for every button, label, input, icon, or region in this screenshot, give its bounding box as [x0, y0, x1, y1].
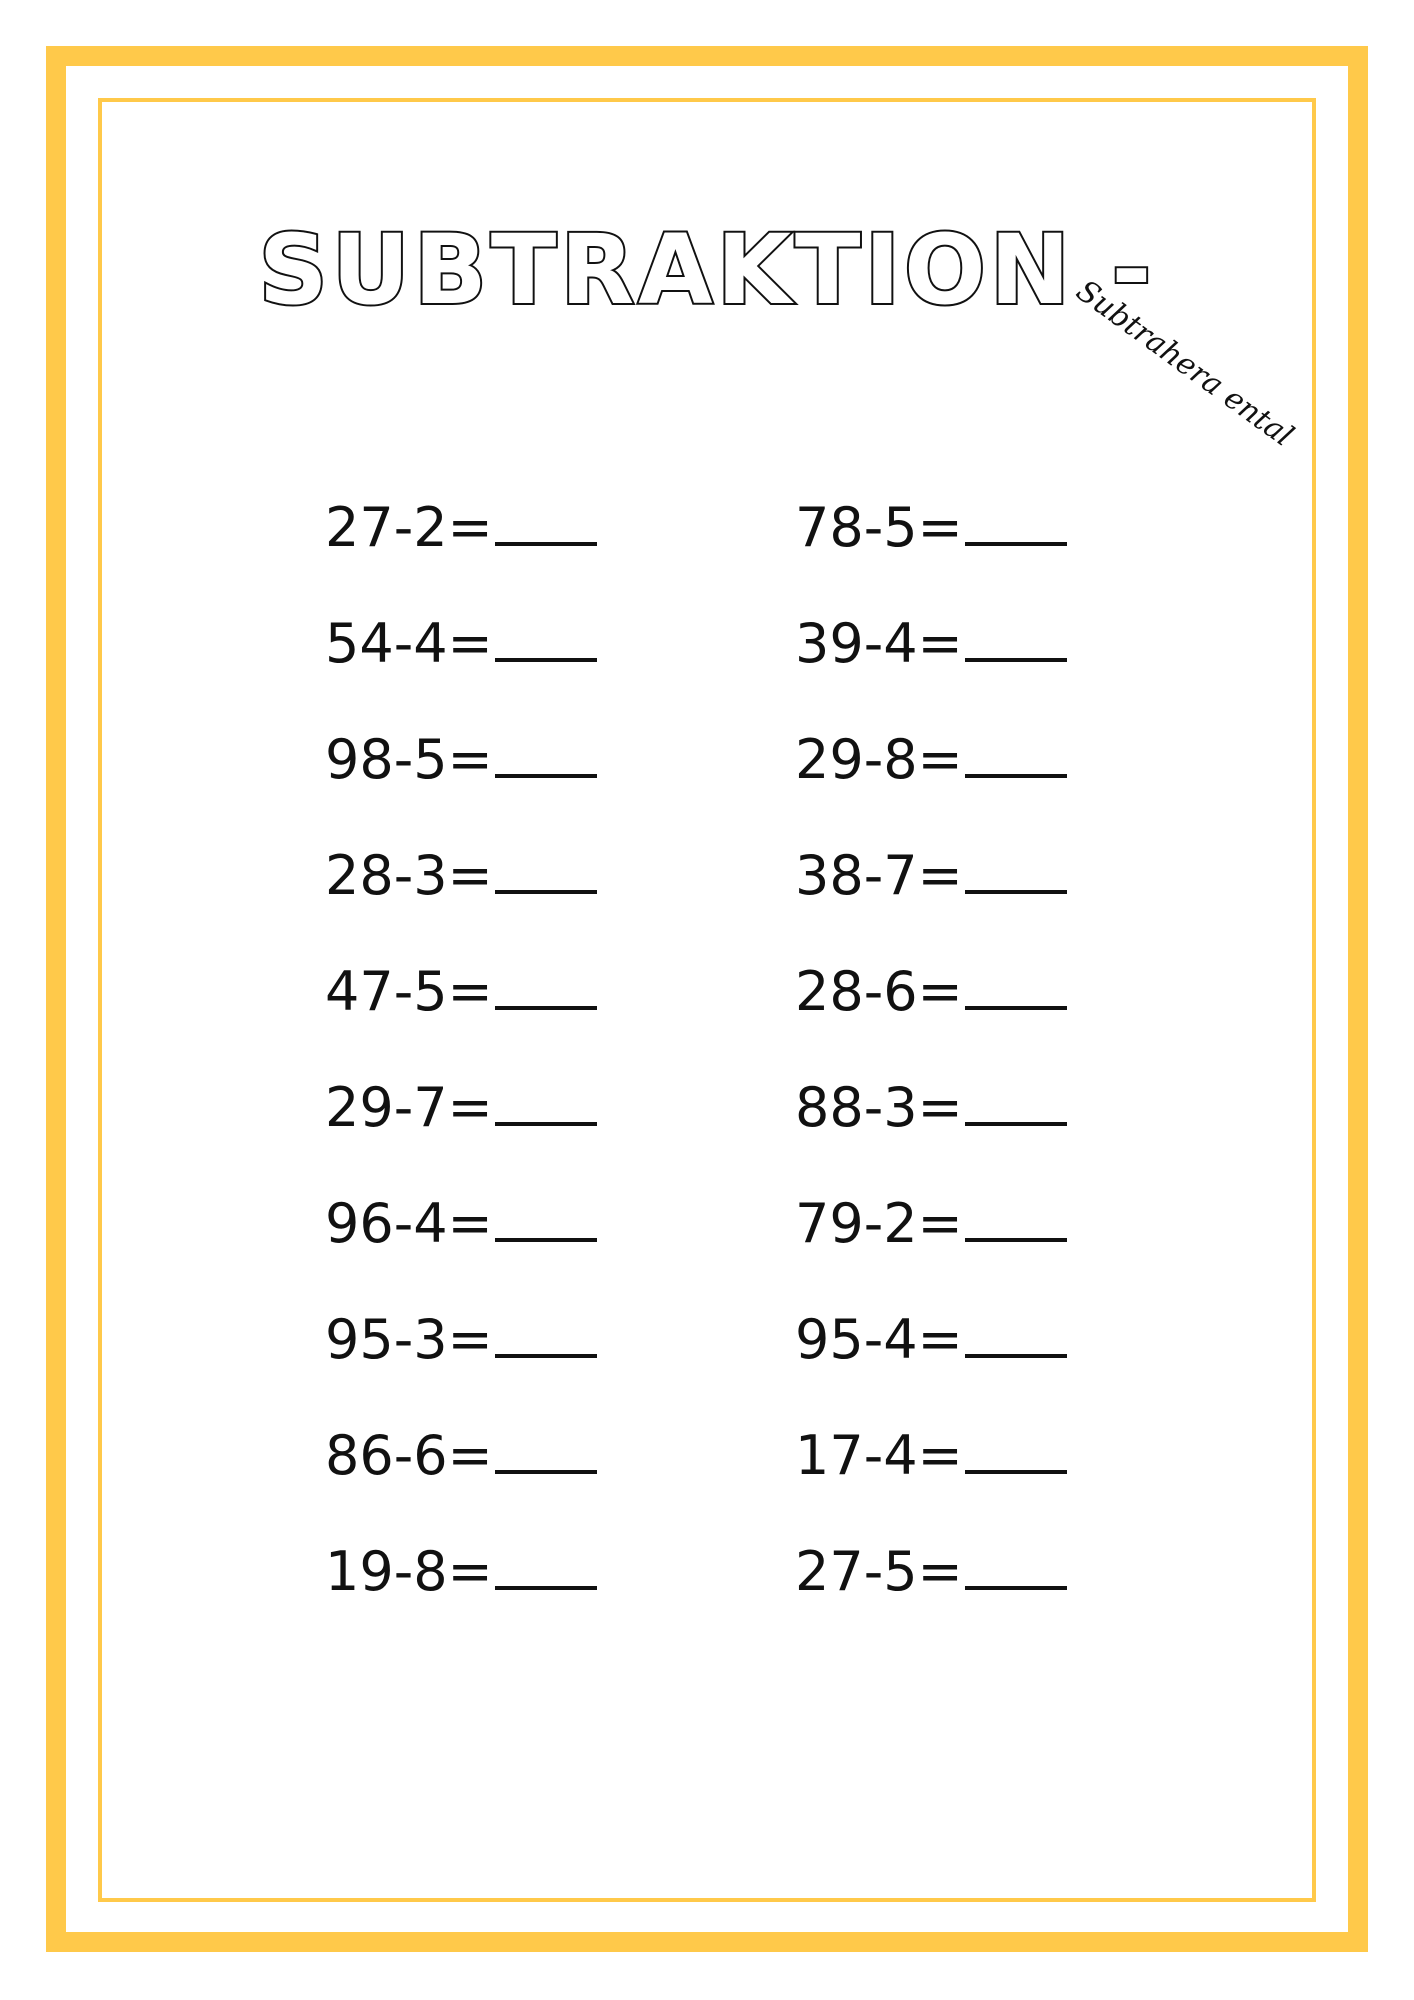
problem-expression: 78-5=	[795, 496, 963, 559]
answer-blank[interactable]	[965, 1540, 1067, 1590]
answer-blank[interactable]	[965, 496, 1067, 546]
problem-expression: 96-4=	[325, 1192, 493, 1255]
problem-left-1	[325, 496, 597, 559]
problem-expression: 86-6=	[325, 1424, 493, 1487]
answer-blank[interactable]	[965, 1192, 1067, 1242]
problem-left-4	[325, 844, 597, 907]
answer-blank[interactable]	[965, 960, 1067, 1010]
answer-blank[interactable]	[495, 612, 597, 662]
problem-expression: 79-2=	[795, 1192, 963, 1255]
problem-expression: 19-8=	[325, 1540, 493, 1603]
answer-blank[interactable]	[965, 728, 1067, 778]
problem-left-2	[325, 612, 597, 675]
answer-blank[interactable]	[495, 1192, 597, 1242]
answer-blank[interactable]	[965, 1308, 1067, 1358]
answer-blank[interactable]	[495, 1424, 597, 1474]
problem-expression: 38-7=	[795, 844, 963, 907]
problem-expression: 17-4=	[795, 1424, 963, 1487]
problem-right-9	[795, 1424, 1067, 1487]
problem-expression: 28-6=	[795, 960, 963, 1023]
answer-blank[interactable]	[495, 1308, 597, 1358]
answer-blank[interactable]	[495, 1540, 597, 1590]
problem-right-1	[795, 496, 1067, 559]
problem-expression: 29-8=	[795, 728, 963, 791]
problem-left-6	[325, 1076, 597, 1139]
answer-blank[interactable]	[495, 496, 597, 546]
problem-expression: 29-7=	[325, 1076, 493, 1139]
problem-expression: 39-4=	[795, 612, 963, 675]
problem-left-3	[325, 728, 597, 791]
problem-left-5	[325, 960, 597, 1023]
problem-expression: 98-5=	[325, 728, 493, 791]
answer-blank[interactable]	[965, 1076, 1067, 1126]
problem-expression: 95-3=	[325, 1308, 493, 1371]
answer-blank[interactable]	[495, 960, 597, 1010]
problem-expression: 27-5=	[795, 1540, 963, 1603]
problem-expression: 54-4=	[325, 612, 493, 675]
problem-expression: 88-3=	[795, 1076, 963, 1139]
problem-left-8	[325, 1308, 597, 1371]
problem-right-4	[795, 844, 1067, 907]
answer-blank[interactable]	[965, 1424, 1067, 1474]
answer-blank[interactable]	[965, 612, 1067, 662]
answer-blank[interactable]	[965, 844, 1067, 894]
problem-left-10	[325, 1540, 597, 1603]
problem-right-5	[795, 960, 1067, 1023]
problem-expression: 47-5=	[325, 960, 493, 1023]
answer-blank[interactable]	[495, 728, 597, 778]
problem-left-7	[325, 1192, 597, 1255]
problem-right-3	[795, 728, 1067, 791]
problem-expression: 95-4=	[795, 1308, 963, 1371]
answer-blank[interactable]	[495, 844, 597, 894]
problem-expression: 28-3=	[325, 844, 493, 907]
problem-right-7	[795, 1192, 1067, 1255]
problem-left-9	[325, 1424, 597, 1487]
problem-right-6	[795, 1076, 1067, 1139]
problem-right-8	[795, 1308, 1067, 1371]
answer-blank[interactable]	[495, 1076, 597, 1126]
worksheet-subtitle: Subtrahera ental	[1069, 273, 1300, 454]
problem-right-2	[795, 612, 1067, 675]
problem-expression: 27-2=	[325, 496, 493, 559]
problem-right-10	[795, 1540, 1067, 1603]
worksheet-title: SUBTRAKTION -	[258, 214, 1156, 326]
